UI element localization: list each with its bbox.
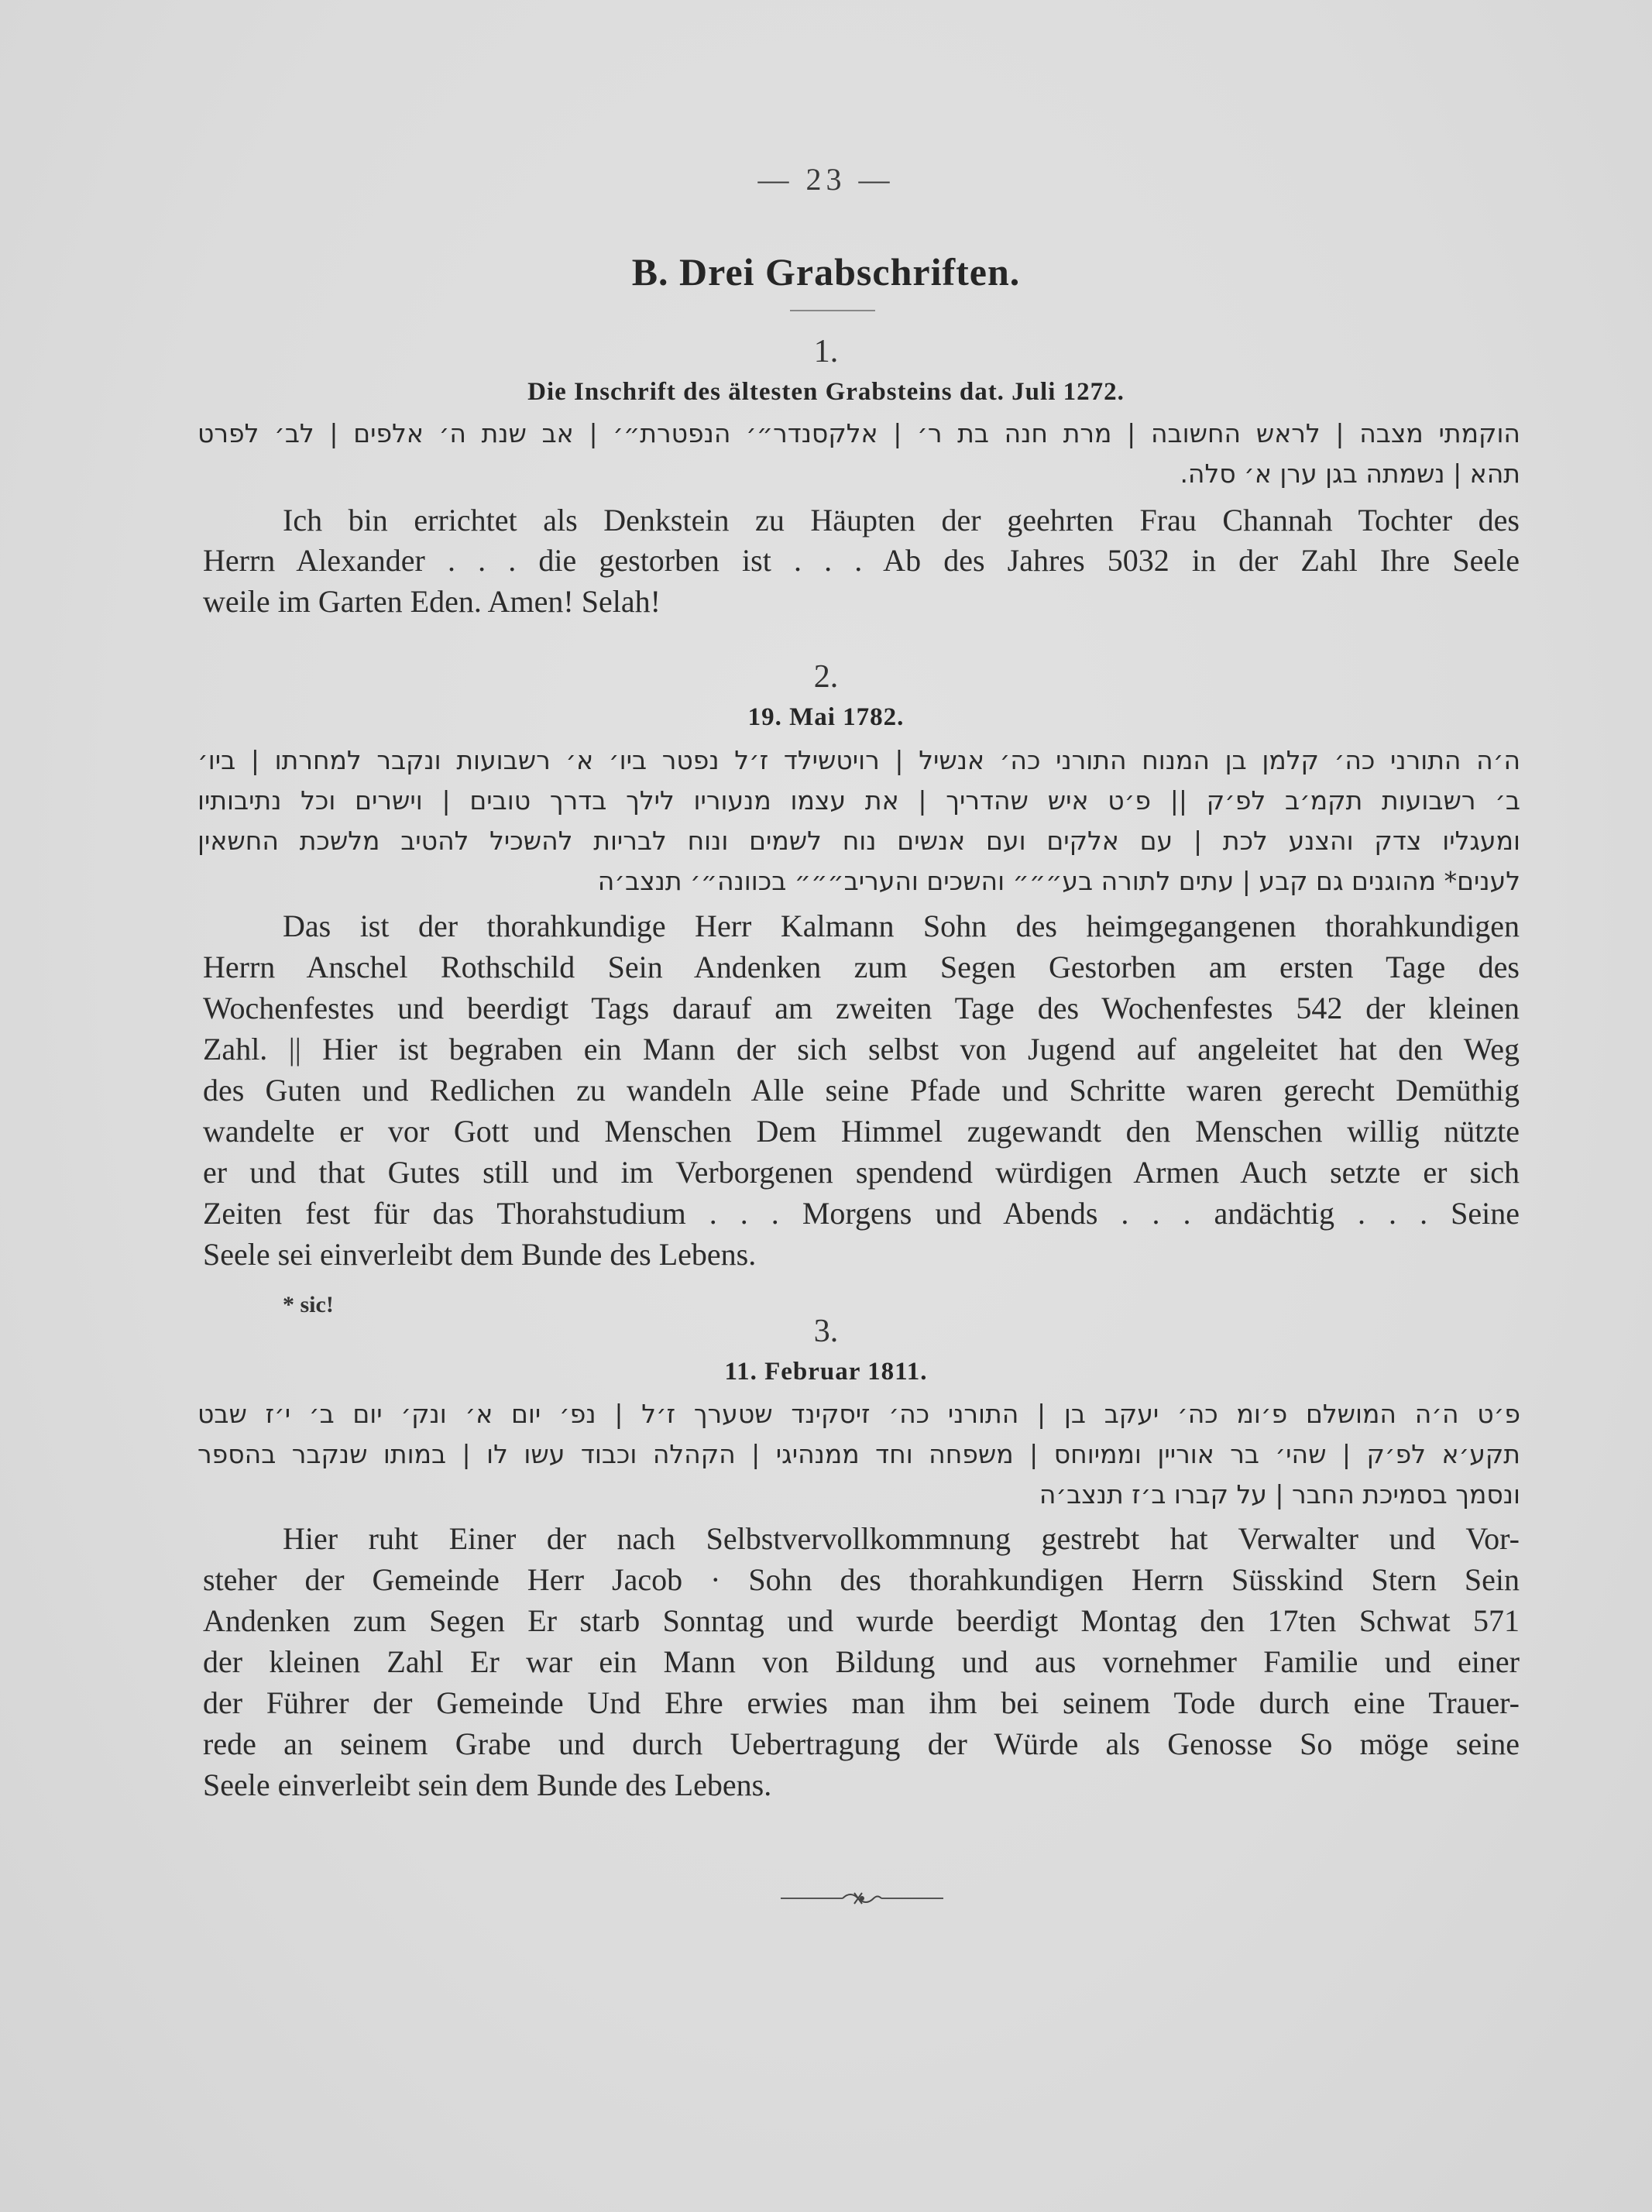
entry-1-hebrew-line: הוקמתי מצבה | לראש החשובה | מרת חנה בת ר׳ | אלקסנדר״׳ הנפטרת״׳ | אב שנת ה׳ אלפים | לב׳ לפרט	[197, 418, 1520, 448]
entry-2-hebrew-line: לענים* מהוגנים גם קבע | עתים לתורה בע״״״ והשכים והעריב״״״ בכוונה״׳ תנצב׳ה	[597, 866, 1520, 896]
entry-1-german-line: Herrn Alexander . . . die gestorben ist . . . Ab des Jahres 5032 in der Zahl Ihre Seele	[203, 543, 1520, 578]
page-number: — 23 —	[757, 162, 895, 197]
entry-3-german-line: steher der Gemeinde Herr Jacob · Sohn des thorahkundigen Herrn Süsskind Stern Sein	[203, 1562, 1520, 1597]
entry-3-hebrew-line: תקע׳א לפ׳ק | שהי׳ בר אוריין וממיוחס | משפחה וחד ממנהיגי | הקהלה וכבוד עשו לו | במותו שנקבר בהספר	[197, 1439, 1520, 1469]
entry-2-hebrew-line: ב׳ רשבועות תקמ׳ב לפ׳ק || פ׳ט איש שהדריך | את עצמו מנעוריו לילך בדרך טובים | וישרים וכל נתיבותיו	[197, 785, 1520, 816]
entry-1-number: 1.	[813, 334, 839, 369]
entry-3-german-line: Andenken zum Segen Er starb Sonntag und wurde beerdigt Montag den 17ten Schwat 571	[203, 1603, 1520, 1638]
entry-2-german-line: Zeiten fest für das Thorahstudium . . . Morgens und Abends . . . andächtig . . . Seine	[203, 1196, 1520, 1231]
entry-3-date: 11. Februar 1811.	[724, 1358, 928, 1386]
entry-1-hebrew-line: תהא | נשמתה בגן ערן א׳ סלה.	[1180, 459, 1520, 489]
entry-1-german-line: weile im Garten Eden. Amen! Selah!	[203, 584, 661, 619]
entry-3-german-line: Hier ruht Einer der nach Selbstvervollkommnung gestrebt hat Verwalter und Vor-	[283, 1521, 1520, 1556]
entry-3-hebrew-line: פ׳ט ה׳ה המושלם פ׳ומ כה׳ יעקב בן | התורני כה׳ זיסקינד שטערך ז׳ל | נפ׳ יום א׳ ונק׳ יום ב׳ י׳ז שבט	[197, 1399, 1520, 1429]
entry-2-number: 2.	[813, 659, 839, 695]
footnote: * sic!	[283, 1292, 334, 1317]
entry-3-german-line: rede an seinem Grabe und durch Uebertragung der Würde als Genosse So möge seine	[203, 1726, 1520, 1761]
entry-1-german-line: Ich bin errichtet als Denkstein zu Häupten der geehrten Frau Channah Tochter des	[283, 503, 1520, 538]
entry-2-german-line: Herrn Anschel Rothschild Sein Andenken zum Segen Gestorben am ersten Tage des	[203, 950, 1520, 984]
entry-2-german-line: Das ist der thorahkundige Herr Kalmann Sohn des heimgegangenen thorahkundigen	[283, 908, 1520, 943]
section-title: B. Drei Grabschriften.	[631, 250, 1021, 294]
ornament-divider	[781, 1887, 943, 1910]
entry-2-german-line: Wochenfestes und beerdigt Tags darauf am zweiten Tage des Wochenfestes 542 der kleinen	[203, 991, 1520, 1025]
entry-2-german-line: Seele sei einverleibt dem Bunde des Lebens.	[203, 1237, 757, 1272]
entry-2-german-line: des Guten und Redlichen zu wandeln Alle seine Pfade und Schritte waren gerecht Demüthig	[203, 1073, 1520, 1108]
entry-3-german-line: der Führer der Gemeinde Und Ehre erwies man ihm bei seinem Tode durch eine Trauer-	[203, 1685, 1520, 1720]
entry-2-german-line: wandelte er vor Gott und Menschen Dem Himmel zugewandt den Menschen willig nützte	[203, 1114, 1520, 1149]
entry-1-date: Die Inschrift des ältesten Grabsteins dat. Juli 1272.	[527, 378, 1125, 406]
entry-2-date: 19. Mai 1782.	[747, 703, 905, 731]
entry-3-german-line: der kleinen Zahl Er war ein Mann von Bildung und aus vornehmer Familie und einer	[203, 1644, 1520, 1679]
title-rule	[790, 310, 875, 311]
entry-2-german-line: Zahl. || Hier ist begraben ein Mann der sich selbst von Jugend auf angeleitet hat den Weg	[203, 1032, 1520, 1066]
entry-2-german-line: er und that Gutes still und im Verborgenen spendend würdigen Armen Auch setzte er sich	[203, 1155, 1520, 1190]
entry-3-number: 3.	[813, 1314, 839, 1349]
entry-3-german-line: Seele einverleibt sein dem Bunde des Lebens.	[203, 1767, 772, 1802]
entry-2-hebrew-line: ה׳ה התורני כה׳ קלמן בן המנוח התורני כה׳ אנשיל | רויטשילד ז׳ל נפטר ביו׳ א׳ רשבועות ונקבר למחרתו | ביו׳	[197, 745, 1520, 775]
entry-2-hebrew-line: ומעגליו צדק והצנע לכת | עם אלקים ועם אנשים נוח לשמים ונוח לבריות להשכיל להטיב מלשכת החשאין	[197, 826, 1520, 856]
entry-3-hebrew-line: ונסמך בסמיכת החבר | על קברו ב׳ז תנצב׳ה	[1039, 1479, 1520, 1510]
